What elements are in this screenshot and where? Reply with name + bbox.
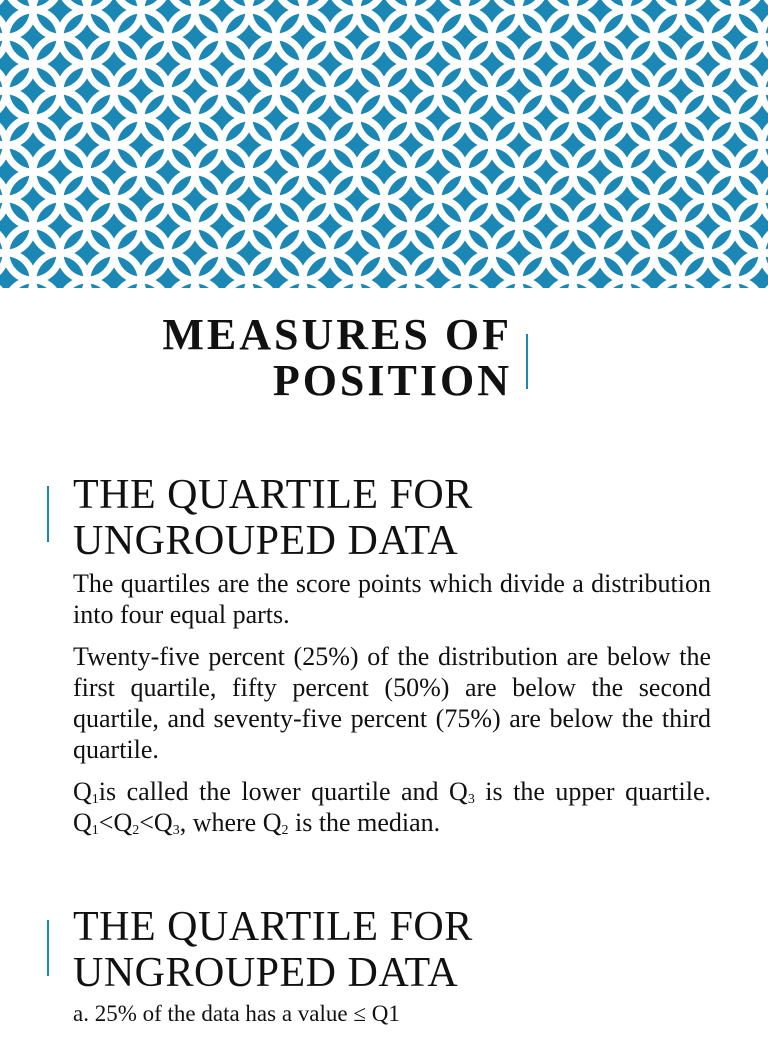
section-quartile-1 <box>73 472 711 838</box>
section2-heading-line1: THE QUARTILE FOR <box>73 904 473 950</box>
section2-accent-bar <box>47 920 49 976</box>
slide-title <box>0 312 512 404</box>
section1-paragraph-3: $Q_1is$ called the lower quartile and $Q_3$ is the upper quartile. $Q_1<Q_2<Q_3$, where $Q_2$ is the median. <box>73 777 711 838</box>
title-accent-bar <box>526 334 528 389</box>
section1-heading-line2: UNGROUPED DATA <box>73 518 459 564</box>
section1-paragraph-1: The quartiles are the score points which divide a distribution into four equal parts. <box>73 569 711 629</box>
section2-item-a: a. 25% of the data has a value ≤ Q1 <box>73 1001 400 1026</box>
section-quartile-2 <box>73 904 711 1040</box>
section2-heading <box>73 904 711 996</box>
section2-heading-line2: UNGROUPED DATA <box>73 950 459 996</box>
section1-accent-bar <box>47 486 49 542</box>
title-line-1: MEASURES OF <box>162 310 512 359</box>
section1-heading <box>73 472 711 564</box>
section1-paragraph-2: Twenty-five percent (25%) of the distribution are below the first quartile, fifty percent (50%) are below the second quartile, and seventy-five percent (75%) are below the third quartile. <box>73 642 711 764</box>
section1-heading-line1: THE QUARTILE FOR <box>73 472 473 518</box>
decorative-banner <box>0 0 768 288</box>
title-line-2: POSITION <box>272 356 512 405</box>
banner-pattern <box>0 0 768 288</box>
